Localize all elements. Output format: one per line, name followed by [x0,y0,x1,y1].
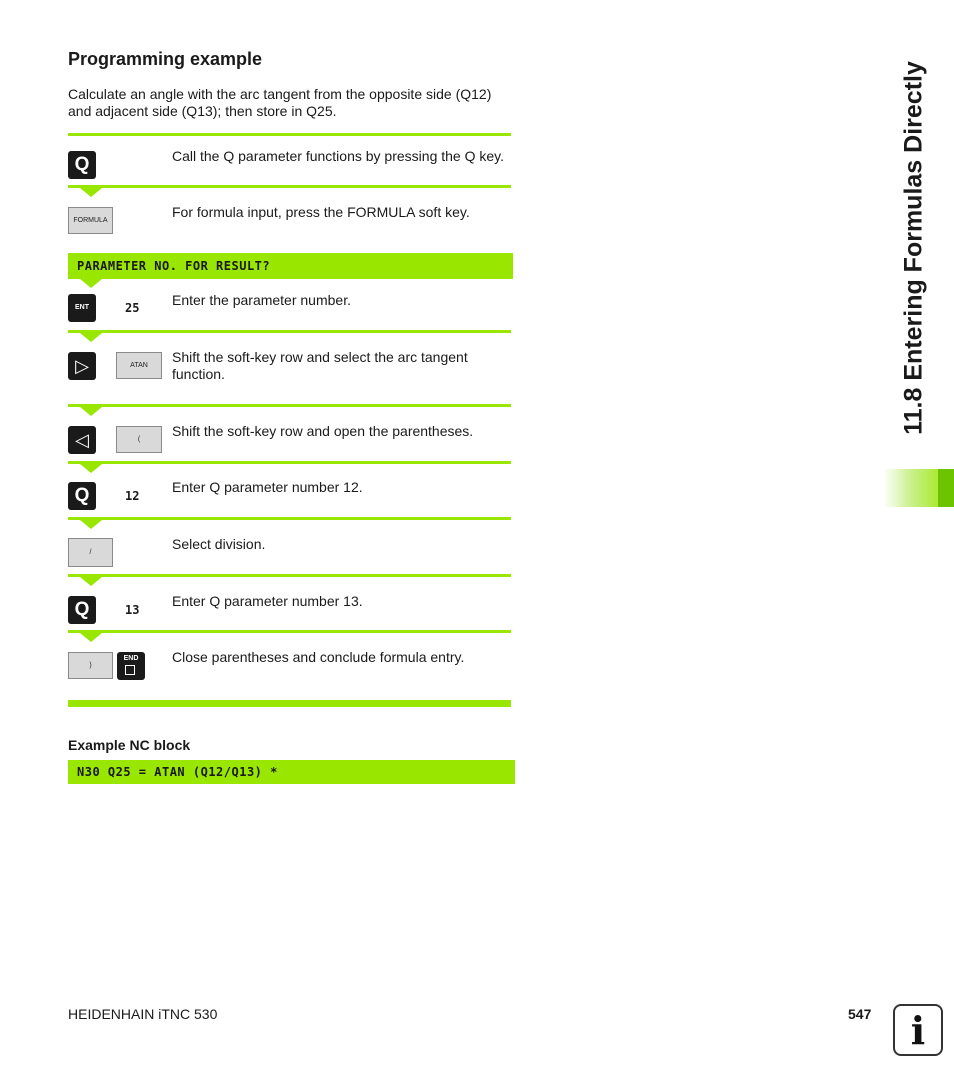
division-softkey[interactable]: / [68,538,113,567]
step-desc: Shift the soft-key row and select the arc tangent function. [172,349,468,382]
step-desc: Enter the parameter number. [172,292,351,308]
step-arrow [80,464,102,473]
step-desc: Enter Q parameter number 12. [172,479,363,495]
ent-key[interactable]: ENT [68,294,96,322]
nc-block-text: N30 Q25 = ATAN (Q12/Q13) * [77,765,278,779]
step-desc: Shift the soft-key row and open the parentheses. [172,423,474,439]
open-paren-softkey[interactable]: ( [116,426,162,453]
step-divider [68,630,511,633]
atan-softkey[interactable]: ATAN [116,352,162,379]
step-arrow [80,333,102,342]
entered-value: 13 [125,603,140,617]
intro-text: Calculate an angle with the arc tangent from the opposite side (Q12) and adjacent side (Q13); then store in Q25. [68,86,492,119]
dialog-prompt [68,253,513,279]
end-key-label: END [123,655,139,662]
step-divider [68,133,511,136]
arrow-right-key[interactable]: ▷ [68,352,96,380]
section-heading: Programming example [68,49,263,69]
footer-manual-title: HEIDENHAIN iTNC 530 [68,1006,218,1022]
step-desc: For formula input, press the FORMULA soft key. [172,204,470,220]
step-desc: Select division. [172,536,266,552]
step-divider [68,574,511,577]
chapter-side-title: 11.8 Entering Formulas Directly [899,61,928,435]
step-divider [68,461,511,464]
step-desc: Enter Q parameter number 13. [172,593,363,609]
page-number: 547 [848,1006,872,1022]
nc-block [68,760,515,784]
q-key[interactable]: Q [68,151,96,179]
step-arrow [80,633,102,642]
step-desc: Call the Q parameter functions by pressing the Q key. [172,148,505,164]
step-divider [68,185,511,188]
entered-value: 25 [125,301,140,315]
dialog-prompt-text: PARAMETER NO. FOR RESULT? [77,259,271,273]
step-arrow [80,279,102,288]
step-divider [68,517,511,520]
example-heading: Example NC block [68,737,191,753]
formula-softkey[interactable]: FORMULA [68,207,113,234]
end-key[interactable] [117,652,145,680]
step-desc: Close parentheses and conclude formula entry. [172,649,465,665]
q-key[interactable]: Q [68,596,96,624]
step-divider [68,330,511,333]
step-arrow [80,520,102,529]
step-arrow [80,407,102,416]
step-arrow [80,188,102,197]
step-divider [68,404,511,407]
entered-value: 12 [125,489,140,503]
info-icon [893,1004,943,1056]
q-key[interactable]: Q [68,482,96,510]
arrow-left-key[interactable]: ◁ [68,426,96,454]
section-end-bar [68,700,511,707]
end-square-icon [125,665,135,675]
info-icon-glyph: i [910,1008,926,1053]
step-arrow [80,577,102,586]
chapter-tab-edge [938,469,954,507]
close-paren-softkey[interactable]: ) [68,652,113,679]
